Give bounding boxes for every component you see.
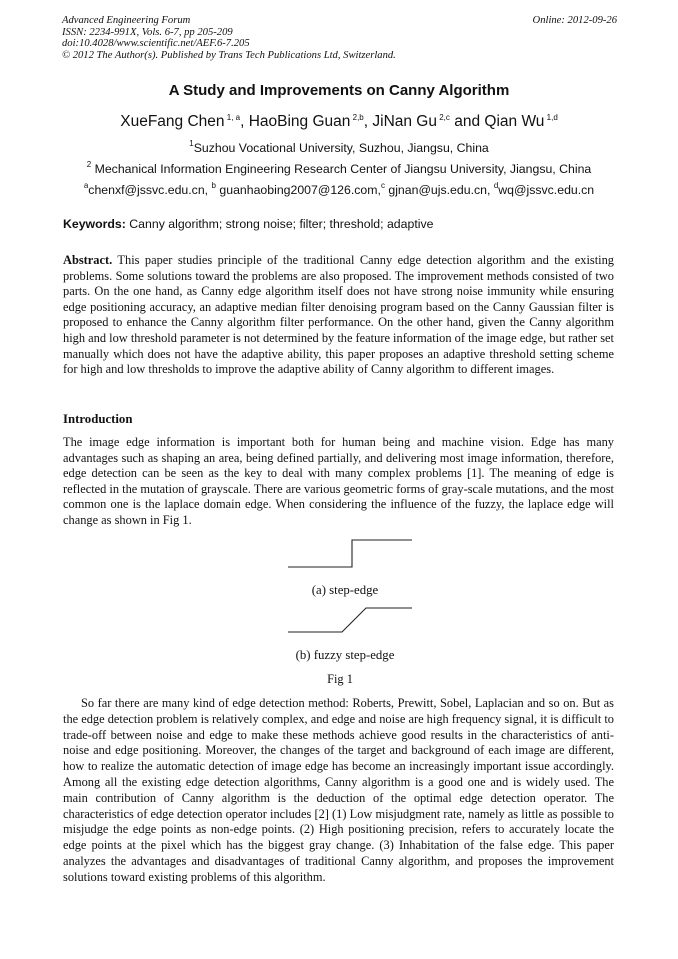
- affiliation-2: [0, 160, 678, 176]
- issn-line: ISSN: 2234-991X, Vols. 6-7, pp 205-209: [62, 26, 233, 38]
- author-name: Qian Wu: [484, 113, 545, 130]
- affiliation-1: [0, 139, 678, 155]
- figure-caption-a: (a) step-edge: [311, 583, 379, 597]
- author-separator: and: [449, 113, 485, 130]
- doi-line: doi:10.4028/www.scientific.net/AEF.6-7.205: [62, 38, 250, 50]
- author-affiliation-mark: 1, a: [224, 113, 241, 122]
- keywords-label: Keywords:: [63, 217, 126, 231]
- affiliation-text: Mechanical Information Engineering Research Center of Jiangsu University, Jiangsu, China: [91, 162, 592, 176]
- email-address[interactable]: guanhaobing2007@126.com,: [215, 183, 381, 197]
- figure-caption-b: (b) fuzzy step-edge: [295, 648, 395, 662]
- step-edge-line: [288, 540, 412, 567]
- affiliation-mark: 1: [189, 139, 194, 148]
- keywords-text: Canny algorithm; strong noise; filter; threshold; adaptive: [125, 217, 434, 231]
- abstract-label: Abstract.: [63, 253, 113, 267]
- online-date: Online: 2012-09-26: [532, 15, 617, 26]
- keywords: [63, 217, 433, 231]
- email-list: [0, 181, 678, 197]
- email-address[interactable]: gjnan@ujs.edu.cn,: [384, 183, 494, 197]
- author-affiliation-mark: 1,d: [544, 113, 558, 122]
- abstract-text: This paper studies principle of the traditional Canny edge detection algorithm and the existing problems. Some solutions toward the problems are also proposed. The improvement methods consisted of two parts. On the one hand, as Canny edge algorithm itself does not have strong noise immunity while ensuring edge positioning accuracy, an adaptive median filter denoising program based on the Canny Gaussian filter is proposed to enhance the Canny algorithm filter performance. On the other hand, given the Canny algorithm high and low threshold parameter is not determined by the feature information of the image edge, but rather set manually which does not have the adaptive ability, this paper proposes an adaptive threshold setting scheme for high and low thresholds to improve the adaptive ability of Canny algorithm to different images.: [63, 253, 614, 377]
- fuzzy-step-edge-line: [288, 608, 412, 632]
- introduction-paragraph-1: The image edge information is important both for human being and machine vision. Edge has many advantages such as shaping an area, being defined partially, and delivering most image information, therefore, edge detection can be seen as the key to deal with many complex problems [1]. The meaning of edge is reflected in the mutation of grayscale. There are various geometric forms of gray-scale mutations, and the most common one is the laplace domain edge. When considering the influence of the fuzzy, the laplace edge will change as shown in Fig 1.: [63, 435, 614, 527]
- affiliation-mark: 2: [86, 160, 92, 169]
- author-name: HaoBing Guan: [248, 113, 351, 130]
- author-name: XueFang Chen: [120, 113, 225, 130]
- page-header: [62, 15, 617, 61]
- email-mark: b: [211, 181, 216, 190]
- journal-name: Advanced Engineering Forum: [62, 15, 191, 26]
- affiliation-text: Suzhou Vocational University, Suzhou, Jiangsu, China: [193, 141, 489, 155]
- abstract: [63, 253, 614, 378]
- author-name: JiNan Gu: [372, 113, 437, 130]
- author-affiliation-mark: 2,c: [437, 113, 450, 122]
- copyright-line: © 2012 The Author(s). Published by Trans Tech Publications Ltd, Switzerland.: [62, 49, 396, 61]
- introduction-paragraph-2: So far there are many kind of edge detection method: Roberts, Prewitt, Sobel, Laplacian and so on. But as the edge detection problem is relatively complex, and edge and noise are high frequency signal, it is difficult to trade-off between noise and edge to make these methods achieve good results in the characteristics of anti-noise and edge positioning. Moreover, the changes of the target and background of each image are different, how to realize the automatic detection of image edge has become an increasingly important issue accordingly. Among all the existing edge detection algorithms, Canny algorithm is a good one and is widely used. The main contribution of Canny algorithm is the deduction of the optimal edge detection operator. The characteristics of edge detection operator includes [2] (1) Low misjudgment rate, namely as little as possible to misjudge the edge points as non-edge points. (2) High positioning precision, refers to accurately locate the edge points at the pixel which has the biggest gray change. (3) Inhabitation of the false edge. This paper analyzes the advantages and disadvantages of traditional Canny algorithm, and proposes the improvement solutions toward existing problems of this algorithm.: [63, 696, 614, 884]
- email-address[interactable]: chenxf@jssvc.edu.cn,: [88, 183, 212, 197]
- email-mark: c: [380, 181, 385, 190]
- author-separator: ,: [363, 113, 373, 130]
- figure-1: [270, 535, 420, 690]
- author-list: [0, 113, 678, 131]
- author-separator: ,: [240, 113, 249, 130]
- paper-title: A Study and Improvements on Canny Algorithm: [168, 82, 510, 99]
- email-mark: a: [83, 181, 89, 190]
- email-mark: d: [493, 181, 499, 190]
- author-affiliation-mark: 2,b: [350, 113, 364, 122]
- section-heading-introduction: Introduction: [63, 412, 133, 426]
- email-address[interactable]: wq@jssvc.edu.cn: [498, 183, 595, 197]
- figure-label: Fig 1: [327, 672, 353, 686]
